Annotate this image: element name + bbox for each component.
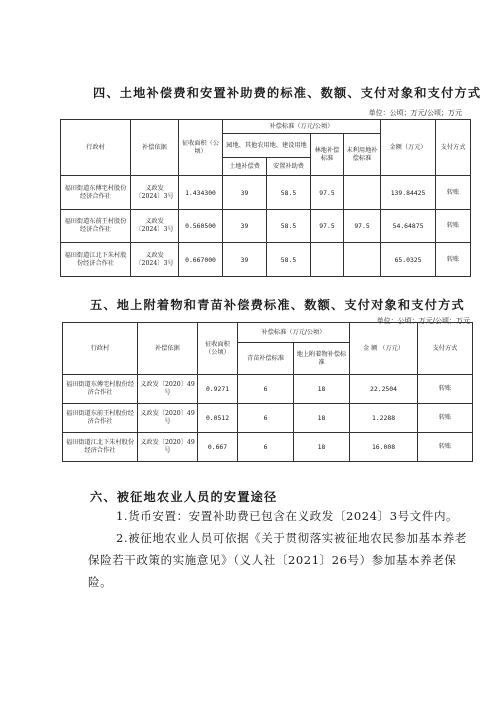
land-compensation-table	[60, 119, 471, 277]
cell-attach: 18	[294, 375, 350, 404]
table-row	[61, 243, 471, 277]
section5-unit: 单位：公顷；万元/公顷；万元	[376, 317, 470, 325]
cell-payment: 转账	[418, 404, 473, 433]
cell-resettle: 58.5	[267, 210, 311, 243]
cell-payment: 转账	[436, 243, 471, 277]
header-standard-group: 补偿标准（万元/公顷）	[238, 323, 350, 343]
header-payment: 支付方式	[436, 120, 471, 176]
cell-area: 0.560500	[179, 210, 223, 243]
cell-area: 0.667	[198, 433, 238, 462]
cell-basis: 义政发〔2020〕49号	[138, 404, 198, 433]
header-area: 征收面积（公顷）	[179, 120, 223, 176]
table-row	[61, 176, 471, 210]
header-resettlement: 安置补助费	[267, 158, 311, 176]
cell-land-comp: 39	[223, 176, 267, 210]
cell-amount: 22.2504	[350, 375, 418, 404]
header-attachment-standard: 地上附着物补偿标准	[294, 343, 350, 375]
cell-land-comp: 39	[223, 243, 267, 277]
header-standard-group: 补偿标准（万元/公顷）	[223, 120, 381, 134]
cell-crops: 6	[238, 404, 294, 433]
cell-amount: 65.0325	[381, 243, 436, 277]
header-village: 行政村	[63, 323, 138, 375]
cell-village: 福田街道东傅宅村股份经济合作社	[61, 176, 131, 210]
header-amount: 金 额 （万元）	[350, 323, 418, 375]
table-row	[61, 210, 471, 243]
cell-resettle: 58.5	[267, 176, 311, 210]
paragraph-monetary-resettlement: 1.货币安置：安置补助费已包含在义政发〔2024〕3号文件内。	[116, 509, 459, 523]
table-row	[63, 404, 473, 433]
cell-village: 福田街道东前王村股份经济合作社	[61, 210, 131, 243]
cell-crops: 6	[238, 375, 294, 404]
cell-unused: 97.5	[344, 210, 381, 243]
cell-payment: 转账	[418, 433, 473, 462]
header-basis: 补偿依据	[138, 323, 198, 375]
cell-forest: 97.5	[311, 176, 344, 210]
header-village: 行政村	[61, 120, 131, 176]
cell-crops: 6	[238, 433, 294, 462]
cell-basis: 义政发〔2020〕49号	[138, 375, 198, 404]
header-forest-standard: 林地补偿标准	[311, 134, 344, 176]
section6-heading: 六、被征地农业人员的安置途径	[90, 490, 278, 504]
cell-forest	[311, 243, 344, 277]
cell-amount: 16.008	[350, 433, 418, 462]
table-row	[63, 375, 473, 404]
cell-basis: 义政发〔2024〕3号	[131, 176, 179, 210]
cell-village: 福田街道江北下朱村股份经济合作社	[61, 243, 131, 277]
cell-resettle: 58.5	[267, 243, 311, 277]
cell-attach: 18	[294, 433, 350, 462]
attachment-compensation-table	[62, 322, 473, 462]
paragraph-pension-insurance: 2.被征地农业人员可依据《关于贯彻落实被征地农民参加基本养老保险若干政策的实施意见》（义人社〔2021〕26号）参加基本养老保险。	[88, 531, 467, 589]
cell-payment: 转账	[436, 176, 471, 210]
cell-area: 1.434300	[179, 176, 223, 210]
cell-area: 0.667000	[179, 243, 223, 277]
cell-area: 0.9271	[198, 375, 238, 404]
cell-village: 福田街道东前王村股份经济合作社	[63, 404, 138, 433]
cell-unused	[344, 176, 381, 210]
cell-attach: 18	[294, 404, 350, 433]
cell-basis: 义政发〔2024〕3号	[131, 243, 179, 277]
header-basis: 补偿依据	[131, 120, 179, 176]
section5-heading: 五、地上附着物和青苗补偿费标准、数额、支付对象和支付方式	[90, 298, 465, 312]
cell-land-comp: 39	[223, 210, 267, 243]
cell-basis: 义政发〔2024〕3号	[131, 210, 179, 243]
header-amount: 金额（万元）	[381, 120, 436, 176]
cell-amount: 54.64875	[381, 210, 436, 243]
cell-payment: 转账	[418, 375, 473, 404]
cell-amount: 1.2288	[350, 404, 418, 433]
cell-forest: 97.5	[311, 210, 344, 243]
cell-village: 福田街道江北下朱村股份经济合作社	[63, 433, 138, 462]
section4-heading: 四、土地补偿费和安置补助费的标准、数额、支付对象和支付方式	[93, 86, 482, 100]
cell-basis: 义政发〔2020〕49号	[138, 433, 198, 462]
header-crops-standard: 青苗补偿标准	[238, 343, 294, 375]
header-area: 征收面积（公顷）	[198, 323, 238, 375]
cell-payment: 转账	[436, 210, 471, 243]
header-landtype-group: 园地、其他农用地、建设用地	[223, 134, 311, 158]
section4-unit: 单位：公顷；万元/公顷；万元	[368, 109, 462, 117]
cell-village: 福田街道东傅宅村股份经济合作社	[63, 375, 138, 404]
table-row	[63, 433, 473, 462]
cell-area: 0.0512	[198, 404, 238, 433]
cell-amount: 139.84425	[381, 176, 436, 210]
header-payment: 支付方式	[418, 323, 473, 375]
header-unused-standard: 未利用地补偿标准	[344, 134, 381, 176]
header-land-compensation: 土地补偿费	[223, 158, 267, 176]
cell-unused	[344, 243, 381, 277]
